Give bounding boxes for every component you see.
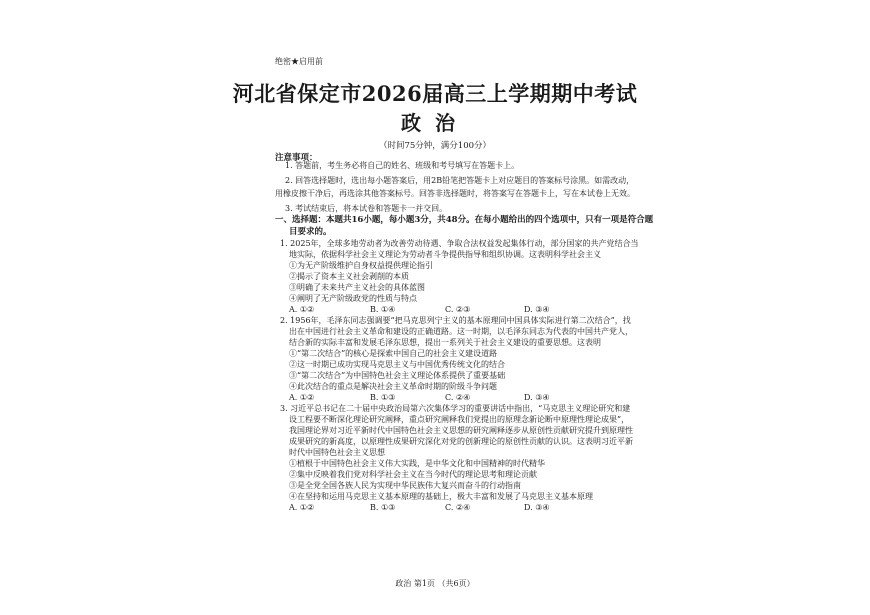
secret-label: 绝密★启用前 <box>275 57 323 66</box>
option-d: D. ③④ <box>524 393 550 402</box>
option-b: B. ①③ <box>370 393 396 402</box>
question-stem-line: 1. 2025年，全球多地劳动者为改善劳动待遇、争取合法权益发起集体行动，部分国家的共产党结合当 <box>280 239 639 248</box>
options-row <box>280 392 633 403</box>
option-d: D. ③④ <box>524 305 550 314</box>
option-c: C. ②④ <box>445 393 471 402</box>
question-stem-line: 地实际，依据科学社会主义理论为劳动者斗争提供指导和组织协调。这表明科学社会主义 <box>289 250 601 259</box>
time-info: （时间75分钟，满分100分） <box>378 141 492 151</box>
option-b: B. ①③ <box>370 503 396 512</box>
page-footer: 政治 第1页 （共6页） <box>395 579 475 588</box>
question-stem-line: 出在中国进行社会主义革命和建设的正确道路。这一时期，以毛泽东同志为代表的中国共产党人， <box>289 327 633 336</box>
exam-subject: 政治 <box>401 111 469 135</box>
option-a: A. ①② <box>289 503 315 512</box>
question-stem-line: 时代中国特色社会主义思想 <box>289 448 385 457</box>
options-row <box>280 502 633 513</box>
statement: ①“第二次结合”的核心是探索中国自己的社会主义建设道路 <box>289 349 498 358</box>
option-c: C. ②④ <box>445 503 471 512</box>
notice-block <box>275 160 635 214</box>
option-d: D. ③④ <box>524 503 550 512</box>
notice-line: 1. 答题前，考生务必将自己的姓名、班级和考号填写在答题卡上。 <box>285 161 520 170</box>
statement: ③“第二次结合”为中国特色社会主义理论体系提供了重要基础 <box>289 371 506 380</box>
statement: ④此次结合的重点是解决社会主义革命时期的阶级斗争问题 <box>289 382 497 391</box>
notice-line: 3. 考试结束后，将本试卷和答题卡一并交回。 <box>285 204 448 213</box>
notice-line: 用橡皮擦干净后，再选涂其他答案标号。回答非选择题时，将答案写在答题卡上，写在本试卷上无效。 <box>275 189 635 198</box>
question-2 <box>280 315 633 403</box>
question-stem-line: 3. 习近平总书记在二十届中央政治局第六次集体学习的重要讲话中指出，“马克思主义理论研究和建 <box>280 404 631 413</box>
question-stem-line: 结合新的实际丰富和发展毛泽东思想，提出一系列关于社会主义建设的重要思想。这表明 <box>289 338 601 347</box>
exam-title: 河北省保定市2026届高三上学期期中考试 <box>232 81 638 106</box>
statement: ②揭示了资本主义社会剥削的本质 <box>289 272 409 281</box>
question-stem-line: 成果研究的新高度，以原理性成果研究深化对党的创新理论的原创性贡献的认识。这表明习近平新 <box>289 437 633 446</box>
question-stem-line: 2. 1956年，毛泽东同志强调要“把马克思列宁主义的基本原理同中国具体实际进行第二次结合”，找 <box>280 316 631 325</box>
notice-line: 2. 回答选择题时，选出每小题答案后，用2B铅笔把答题卡上对应题目的答案标号涂黑。如需改动， <box>285 176 635 185</box>
statement: ④阐明了无产阶级政党的性质与特点 <box>289 294 417 303</box>
statement: ③是全党全国各族人民为实现中华民族伟大复兴而奋斗的行动指南 <box>289 481 521 490</box>
question-1 <box>280 238 639 315</box>
option-c: C. ②③ <box>445 305 471 314</box>
options-row <box>280 304 639 315</box>
option-a: A. ①② <box>289 393 315 402</box>
statement: ④在坚持和运用马克思主义基本原理的基础上，极大丰富和发展了马克思主义基本原理 <box>289 492 593 501</box>
option-b: B. ①④ <box>370 305 396 314</box>
statement: ①为无产阶级维护自身权益提供理论指引 <box>289 261 433 270</box>
question-stem-line: 设工程要不断深化理论研究阐释，重点研究阐释我们党提出的原理念新论断中原理性理论成果”， <box>289 415 630 424</box>
statement: ③明确了未来共产主义社会的具体蓝图 <box>289 283 425 292</box>
statement: ②这一时期已成功实现马克思主义与中国优秀传统文化的结合 <box>289 360 505 369</box>
notice-heading: 注意事项： <box>275 153 318 163</box>
question-stem-line: 我国理论界对习近平新时代中国特色社会主义思想的研究阐释逐步从原创性贡献研究提升到原理性 <box>289 426 633 435</box>
option-a: A. ①② <box>289 305 315 314</box>
section1-heading <box>275 214 653 238</box>
question-3 <box>280 403 633 513</box>
section1-heading-line: 目要求的。 <box>289 227 332 237</box>
section1-heading-line: 一、选择题：本题共16小题，每小题3分，共48分。在每小题给出的四个选项中，只有一项是符合题 <box>275 215 654 225</box>
statement: ①植根于中国特色社会主义伟大实践，是中华文化和中国精神的时代精华 <box>289 459 545 468</box>
statement: ②集中反映着我们党对科学社会主义在当今时代的理论思考和理论贡献 <box>289 470 537 479</box>
